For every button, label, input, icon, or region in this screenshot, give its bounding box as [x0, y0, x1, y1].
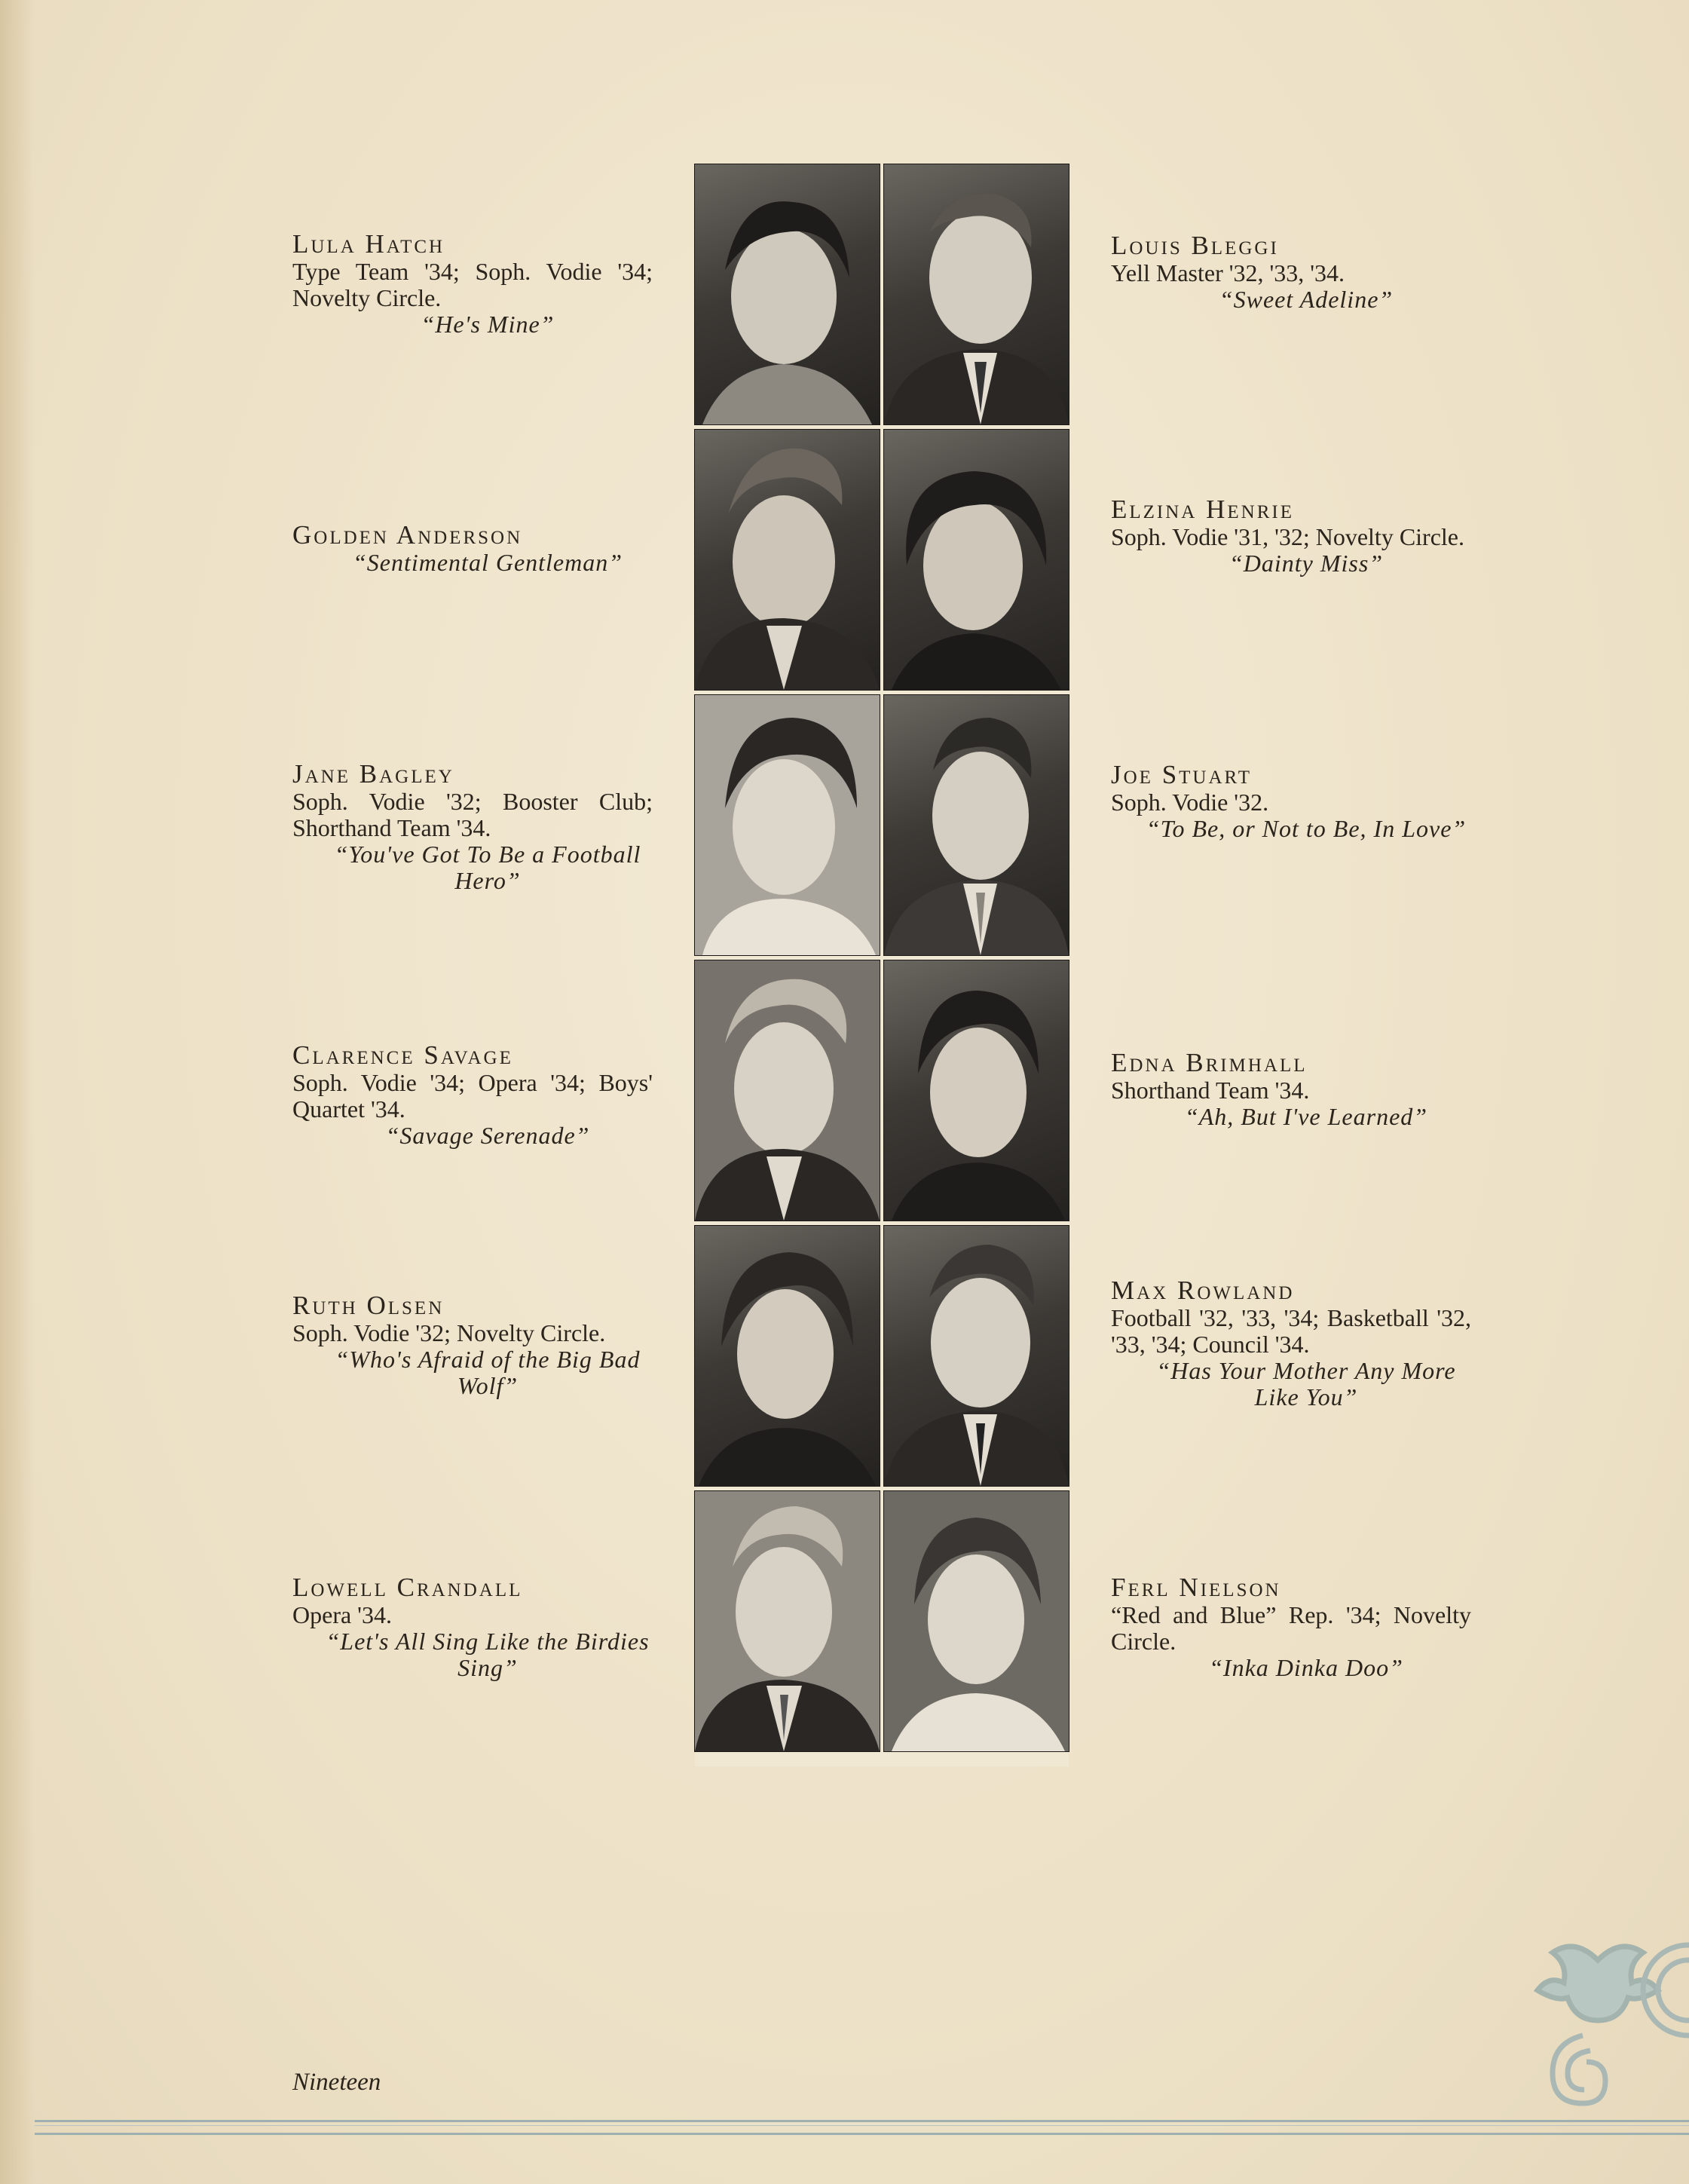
- student-quote: “Let's All Sing Like the Birdies Sing”: [326, 1628, 650, 1681]
- student-quote: “Inka Dinka Doo”: [1209, 1654, 1403, 1681]
- student-name: Louis Bleggi: [1111, 231, 1279, 260]
- student-activities: Shorthand Team '34.: [1111, 1077, 1310, 1104]
- student-name: Lowell Crandall: [292, 1573, 523, 1602]
- entry-lowell-crandall: [292, 1574, 653, 1681]
- page-number: Nineteen: [292, 2069, 381, 2096]
- student-quote: “Savage Serenade”: [385, 1122, 590, 1149]
- portrait-golden-anderson: [695, 430, 880, 690]
- entry-lula-hatch: [292, 231, 653, 338]
- portrait-jane-bagley: [695, 695, 880, 955]
- page-binding-edge: [0, 0, 35, 2184]
- entry-edna-brimhall: [1111, 1049, 1471, 1130]
- student-name: Joe Stuart: [1111, 760, 1252, 789]
- student-quote: “He's Mine”: [421, 311, 555, 338]
- portrait-ruth-olsen: [695, 1226, 880, 1486]
- entry-ferl-nielson: [1111, 1574, 1471, 1681]
- portrait-elzina-henrie: [884, 430, 1069, 690]
- portrait-louis-bleggi: [884, 164, 1069, 424]
- student-activities: Opera '34.: [292, 1601, 392, 1628]
- student-name: Jane Bagley: [292, 759, 454, 789]
- student-quote: “Has Your Mother Any More Like You”: [1156, 1357, 1456, 1411]
- student-name: Clarence Savage: [292, 1040, 513, 1070]
- student-name: Edna Brimhall: [1111, 1048, 1308, 1077]
- portrait-lowell-crandall: [695, 1491, 880, 1751]
- student-activities: Soph. Vodie '32; Novelty Circle.: [292, 1319, 606, 1346]
- footer-rule-inner: [35, 2125, 1689, 2126]
- entry-ruth-olsen: [292, 1292, 653, 1399]
- student-quote: “You've Got To Be a Football Hero”: [334, 841, 641, 894]
- portrait-grid: [695, 164, 1069, 1766]
- student-activities: Soph. Vodie '34; Opera '34; Boys' Quartet '34.: [292, 1069, 653, 1123]
- student-name: Golden Anderson: [292, 520, 523, 550]
- entry-clarence-savage: [292, 1042, 653, 1149]
- portrait-edna-brimhall: [884, 960, 1069, 1221]
- student-activities: “Red and Blue” Rep. '34; Novelty Circle.: [1111, 1601, 1471, 1655]
- portrait-ferl-nielson: [884, 1491, 1069, 1751]
- student-quote: “Dainty Miss”: [1229, 550, 1384, 577]
- student-activities: Soph. Vodie '32.: [1111, 789, 1269, 816]
- footer-rule: [35, 2120, 1689, 2135]
- student-name: Ruth Olsen: [292, 1291, 445, 1320]
- student-quote: “Who's Afraid of the Big Bad Wolf”: [335, 1346, 641, 1399]
- portrait-lula-hatch: [695, 164, 880, 424]
- student-quote: “Ah, But I've Learned”: [1184, 1103, 1428, 1130]
- student-name: Ferl Nielson: [1111, 1573, 1281, 1602]
- portrait-joe-stuart: [884, 695, 1069, 955]
- student-quote: “To Be, or Not to Be, In Love”: [1146, 815, 1467, 842]
- entry-max-rowland: [1111, 1277, 1471, 1411]
- student-activities: Yell Master '32, '33, '34.: [1111, 259, 1345, 286]
- student-quote: “Sentimental Gentleman”: [352, 549, 623, 576]
- fleur-ornament-icon: [1507, 1930, 1689, 2126]
- entry-louis-bleggi: [1111, 232, 1471, 313]
- portrait-clarence-savage: [695, 960, 880, 1221]
- student-activities: Football '32, '33, '34; Basketball '32, '33, '34; Council '34.: [1111, 1304, 1471, 1358]
- entry-golden-anderson: [292, 522, 653, 576]
- student-name: Max Rowland: [1111, 1276, 1295, 1305]
- student-name: Lula Hatch: [292, 229, 445, 259]
- portrait-max-rowland: [884, 1226, 1069, 1486]
- student-activities: Type Team '34; Soph. Vodie '34; Novelty Circle.: [292, 258, 653, 311]
- entry-elzina-henrie: [1111, 496, 1471, 577]
- student-name: Elzina Henrie: [1111, 495, 1294, 524]
- student-activities: Soph. Vodie '31, '32; Novelty Circle.: [1111, 523, 1464, 550]
- student-quote: “Sweet Adeline”: [1219, 286, 1394, 313]
- entry-joe-stuart: [1111, 761, 1471, 842]
- entry-jane-bagley: [292, 761, 653, 894]
- student-activities: Soph. Vodie '32; Booster Club; Shorthand Team '34.: [292, 788, 653, 841]
